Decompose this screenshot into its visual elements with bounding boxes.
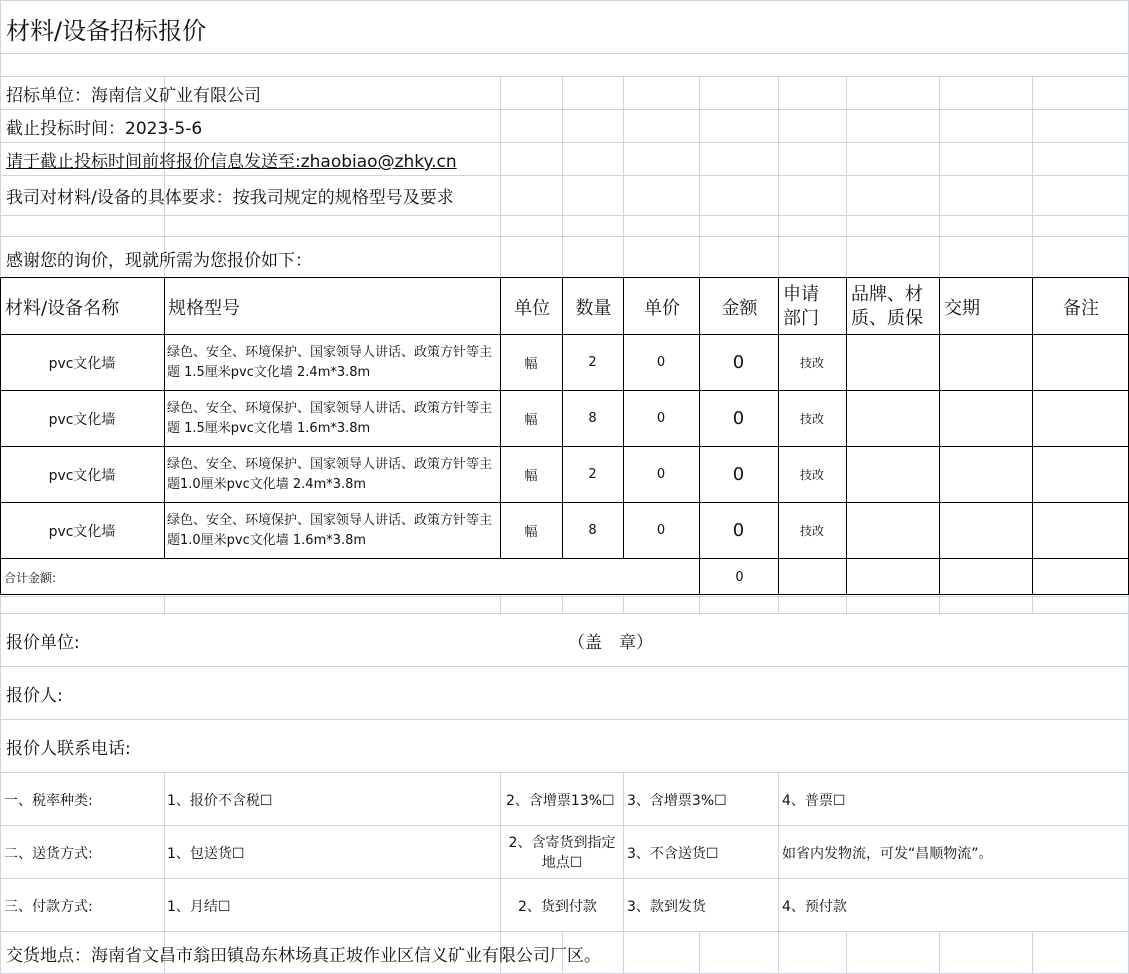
row-2-amount: 0: [732, 408, 745, 429]
thanks-line: 感谢您的询价，现就所需为您报价如下：: [6, 251, 312, 271]
gridline-v: [623, 175, 624, 215]
gridline-v: [500, 215, 501, 236]
gridline-v: [939, 142, 940, 175]
row-1-name: pvc文化墙: [48, 355, 116, 372]
gridline-v: [778, 215, 779, 236]
gridline-v: [939, 76, 940, 109]
row-3-dept: 技改: [799, 468, 824, 482]
row-3-amount: 0: [732, 464, 745, 485]
gridline-v: [623, 142, 624, 175]
row-4-amount: 0: [732, 520, 745, 541]
gridline-v: [846, 76, 847, 109]
row-2-dept: 技改: [799, 412, 824, 426]
gridline-v: [778, 772, 779, 931]
gridline-v: [500, 175, 501, 215]
table-border-v: [164, 277, 165, 558]
row-4-price: 0: [656, 523, 666, 538]
gridline-v: [500, 76, 501, 109]
header-delivery: 交期: [944, 297, 980, 319]
row-3-spec: 绿色、安全、环境保护、国家领导人讲话、政策方针等主题1.0厘米pvc文化墙 2.4m*3.8m: [167, 456, 493, 492]
table-border-v: [846, 277, 847, 558]
table-border-v: [1032, 558, 1033, 595]
row-2-name: pvc文化墙: [48, 411, 116, 428]
row-1-price: 0: [656, 355, 666, 370]
header-amount: 金额: [721, 297, 758, 319]
gridline-v: [562, 109, 563, 142]
row-1-qty: 2: [588, 355, 597, 370]
gridline-v: [846, 215, 847, 236]
tax-option-4[interactable]: 4、普票☐: [782, 792, 846, 809]
gridline-v: [778, 175, 779, 215]
gridline-v: [623, 109, 624, 142]
gridline-v: [500, 142, 501, 175]
gridline-v: [699, 596, 700, 613]
gridline-v: [939, 175, 940, 215]
delivery-place: 交货地点：海南省文昌市翁田镇岛东林场真正坡作业区信义矿业有限公司厂区。: [6, 945, 601, 966]
table-border-v: [939, 558, 940, 595]
gridline-v: [778, 931, 779, 974]
payment-label: 三、付款方式:: [4, 898, 93, 915]
gridline-v: [699, 76, 700, 109]
row-1-unit: 幅: [524, 357, 538, 372]
gridline-h: [0, 53, 1129, 54]
quote-unit-label: 报价单位:: [6, 633, 80, 653]
tax-label: 一、税率种类:: [4, 792, 93, 809]
gridline-v: [939, 215, 940, 236]
gridline-v: [699, 109, 700, 142]
gridline-v: [562, 236, 563, 277]
shipping-option-3[interactable]: 3、不含送货☐: [627, 845, 719, 862]
shipping-label: 二、送货方式:: [4, 845, 93, 862]
gridline-v: [778, 142, 779, 175]
gridline-v: [562, 175, 563, 215]
gridline-v: [500, 109, 501, 142]
header-dept: 申请部门: [783, 283, 819, 329]
gridline-v: [699, 215, 700, 236]
gridline-v: [1032, 596, 1033, 613]
gridline-v: [562, 76, 563, 109]
gridline-v: [846, 175, 847, 215]
gridline-h: [0, 596, 1129, 597]
header-spec: 规格型号: [168, 297, 240, 319]
gridline-v: [1032, 76, 1033, 109]
total-label: 合计金额:: [4, 570, 57, 585]
row-4-qty: 8: [588, 523, 597, 538]
seal-label: （盖 章）: [568, 633, 653, 653]
gridline-v: [699, 142, 700, 175]
total-value: 0: [735, 569, 744, 585]
payment-option-4[interactable]: 4、预付款: [782, 898, 847, 915]
quote-person-label: 报价人:: [6, 686, 63, 706]
table-border-h: [0, 594, 1129, 595]
payment-option-1[interactable]: 1、月结☐: [167, 898, 231, 915]
table-border-v: [0, 558, 1, 595]
gridline-v: [623, 772, 624, 931]
tax-option-1[interactable]: 1、报价不含税☐: [167, 792, 273, 809]
gridline-v: [939, 236, 940, 277]
row-4-dept: 技改: [799, 524, 824, 538]
gridline-v: [1032, 215, 1033, 236]
tax-option-2[interactable]: 2、含增票13%☐: [506, 792, 615, 809]
row-2-price: 0: [656, 411, 666, 426]
gridline-v: [778, 76, 779, 109]
row-4-spec: 绿色、安全、环境保护、国家领导人讲话、政策方针等主题1.0厘米pvc文化墙 1.6m*3.8m: [167, 512, 493, 548]
shipping-option-2[interactable]: 2、含寄货到指定地点☐: [508, 834, 616, 871]
gridline-v: [846, 236, 847, 277]
row-2-qty: 8: [588, 411, 597, 426]
gridline-h: [0, 719, 1129, 720]
gridline-v: [164, 215, 165, 236]
row-2-spec: 绿色、安全、环境保护、国家领导人讲话、政策方针等主题 1.5厘米pvc文化墙 1.6m*3.8m: [167, 400, 493, 436]
table-border-v: [846, 558, 847, 595]
header-name: 材料/设备名称: [5, 297, 120, 319]
gridline-v: [623, 76, 624, 109]
gridline-v: [1032, 236, 1033, 277]
email-note[interactable]: 请于截止投标时间前将报价信息发送至:zhaobiao@zhky.cn: [6, 152, 457, 172]
row-1-dept: 技改: [799, 356, 824, 370]
gridline-v: [562, 142, 563, 175]
row-3-unit: 幅: [524, 469, 538, 484]
tender-unit: 招标单位：海南信义矿业有限公司: [6, 86, 261, 106]
quote-phone-label: 报价人联系电话:: [6, 739, 131, 759]
row-2-unit: 幅: [524, 413, 538, 428]
row-3-name: pvc文化墙: [48, 467, 116, 484]
gridline-v: [699, 175, 700, 215]
gridline-h: [0, 215, 1129, 216]
header-price: 单价: [644, 297, 680, 319]
gridline-v: [164, 596, 165, 613]
gridline-v: [846, 142, 847, 175]
gridline-v: [778, 596, 779, 613]
gridline-v: [164, 772, 165, 931]
row-3-qty: 2: [588, 467, 597, 482]
row-1-amount: 0: [732, 352, 745, 373]
gridline-v: [500, 596, 501, 613]
gridline-v: [1032, 142, 1033, 175]
payment-option-3[interactable]: 3、款到发货: [627, 898, 706, 915]
page-title: 材料/设备招标报价: [6, 16, 207, 45]
gridline-v: [0, 772, 1, 931]
gridline-v: [939, 931, 940, 974]
gridline-v: [939, 596, 940, 613]
gridline-h: [0, 613, 1129, 614]
gridline-h: [0, 666, 1129, 667]
row-3-price: 0: [656, 467, 666, 482]
header-brand: 品牌、材质、质保: [851, 283, 923, 329]
gridline-v: [500, 772, 501, 931]
gridline-v: [846, 931, 847, 974]
gridline-v: [623, 931, 624, 974]
gridline-v: [500, 236, 501, 277]
gridline-v: [623, 596, 624, 613]
shipping-note: 如省内发物流，可发“昌顺物流”。: [782, 845, 993, 862]
gridline-v: [846, 596, 847, 613]
gridline-v: [623, 215, 624, 236]
requirement: 我司对材料/设备的具体要求：按我司规定的规格型号及要求: [6, 188, 454, 208]
gridline-v: [699, 931, 700, 974]
row-4-name: pvc文化墙: [48, 523, 116, 540]
gridline-v: [562, 596, 563, 613]
header-qty: 数量: [575, 297, 612, 319]
gridline-v: [939, 109, 940, 142]
gridline-v: [1032, 109, 1033, 142]
gridline-v: [778, 236, 779, 277]
gridline-v: [562, 215, 563, 236]
gridline-v: [1032, 931, 1033, 974]
gridline-v: [778, 109, 779, 142]
gridline-v: [1032, 175, 1033, 215]
header-unit: 单位: [514, 297, 550, 319]
tax-option-3[interactable]: 3、含增票3%☐: [627, 792, 727, 809]
table-border-h: [0, 558, 1129, 559]
gridline-h: [0, 236, 1129, 237]
shipping-option-1[interactable]: 1、包送货☐: [167, 845, 245, 862]
header-remark: 备注: [1063, 297, 1099, 319]
gridline-v: [623, 236, 624, 277]
gridline-h: [0, 0, 1129, 1]
row-1-spec: 绿色、安全、环境保护、国家领导人讲话、政策方针等主题 1.5厘米pvc文化墙 2.4m*3.8m: [167, 344, 493, 380]
gridline-v: [846, 109, 847, 142]
payment-option-2[interactable]: 2、货到付款: [518, 898, 597, 915]
deadline: 截止投标时间：2023-5-6: [6, 119, 203, 139]
gridline-v: [699, 236, 700, 277]
row-4-unit: 幅: [524, 525, 538, 540]
